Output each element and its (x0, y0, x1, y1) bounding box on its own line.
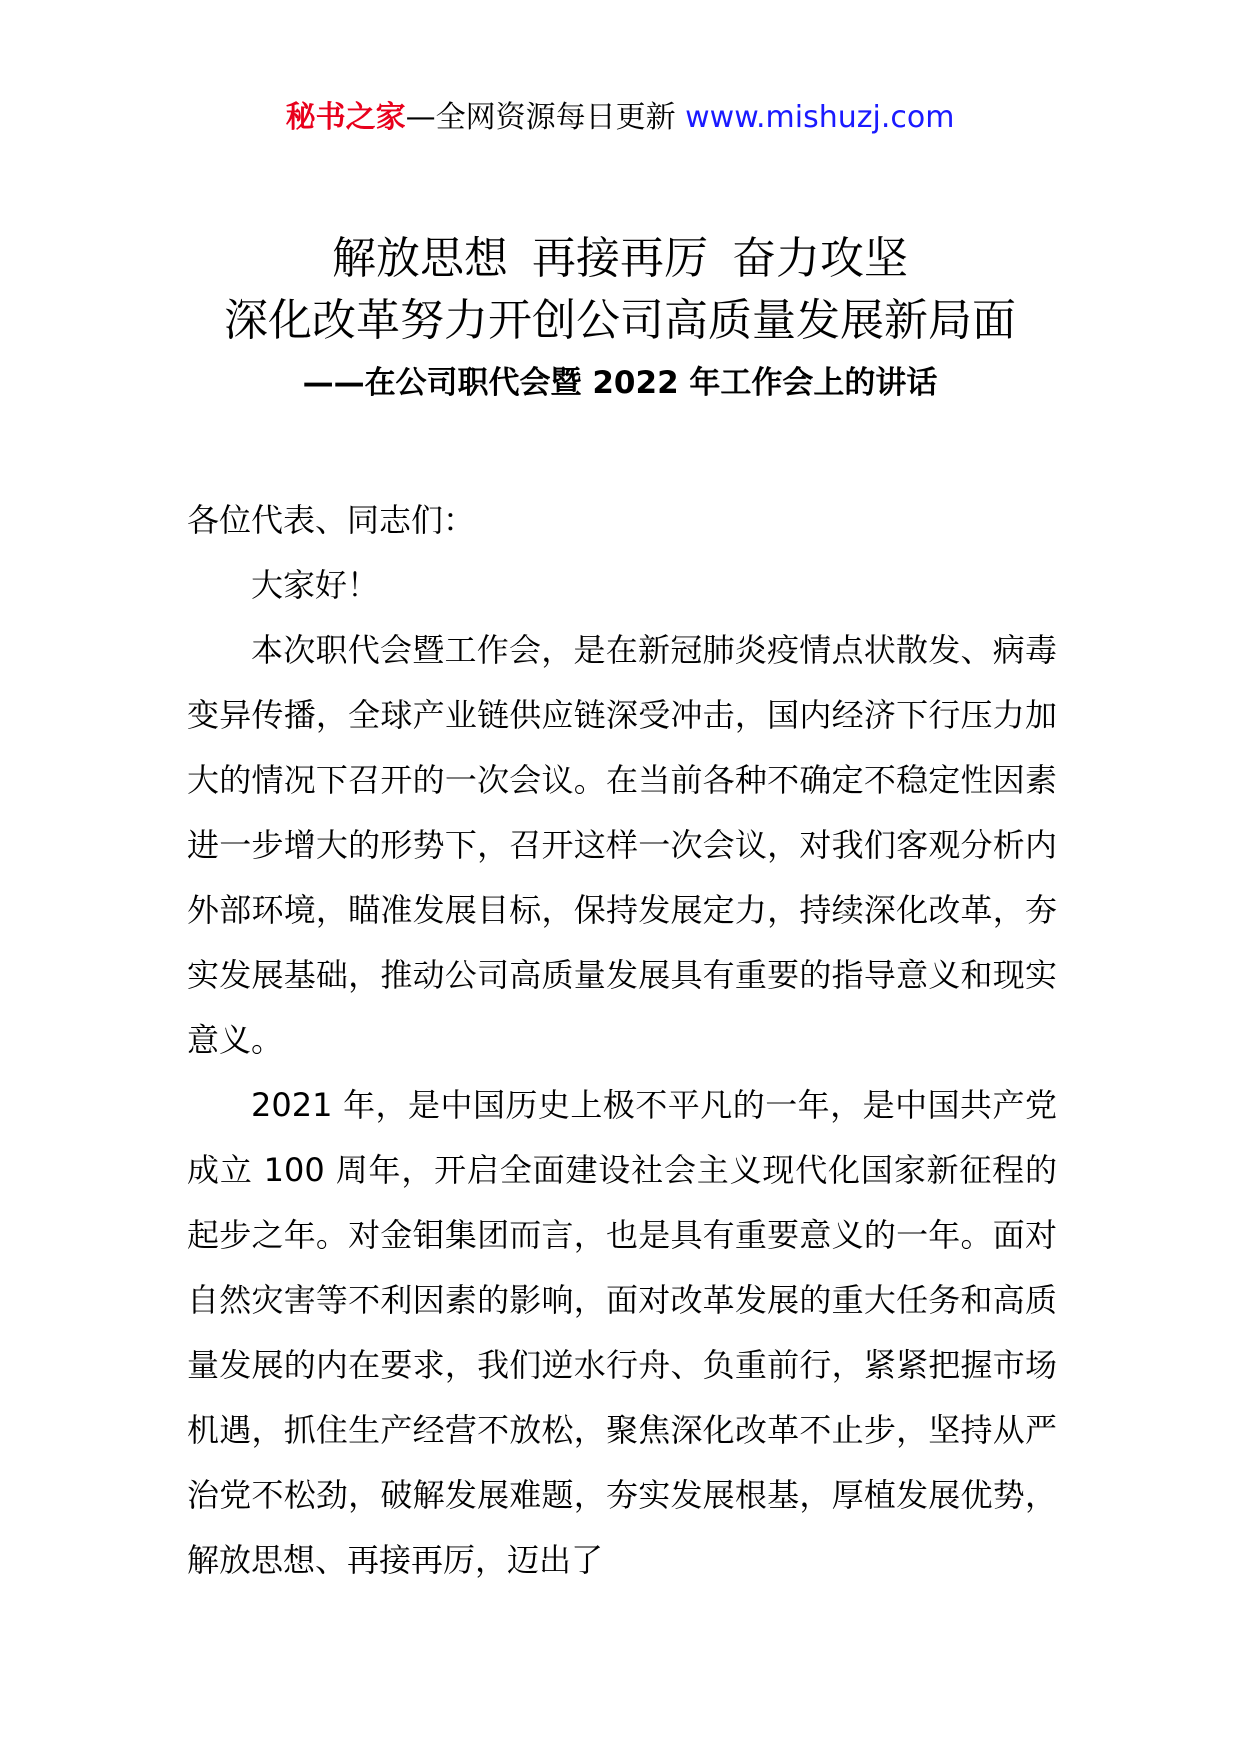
body-paragraph-2: 2021 年，是中国历史上极不平凡的一年，是中国共产党成立 100 周年，开启全面建设社会主义现代化国家新征程的起步之年。对金钼集团而言，也是具有重要意义的一年。面对自然灾害等不利因素的影响，面对改革发展的重大任务和高质量发展的内在要求，我们逆水行舟、负重前行，紧紧把握市场机遇，抓住生产经营不放松，聚焦深化改革不止步，坚持从严治党不松劲，破解发展难题，夯实发展根基，厚植发展优势，解放思想、再接再厉，迈出了 (187, 1086, 1057, 1579)
salutation: 各位代表、同志们： (187, 501, 476, 539)
site-header (0, 98, 1240, 138)
document-subtitle: ——在公司职代会暨 2022 年工作会上的讲话 (302, 365, 938, 401)
greeting: 大家好！ (251, 566, 380, 604)
document-title-line-1: 解放思想 再接再厉 奋力攻坚 (332, 233, 908, 284)
site-url-link[interactable]: www.mishuzj.com (685, 100, 955, 135)
body-paragraph-1: 本次职代会暨工作会，是在新冠肺炎疫情点状散发、病毒变异传播，全球产业链供应链深受冲击，国内经济下行压力加大的情况下召开的一次会议。在当前各种不确定不稳定性因素进一步增大的形势下，召开这样一次会议，对我们客观分析内外部环境，瞄准发展目标，保持发展定力，持续深化改革，夯实发展基础，推动公司高质量发展具有重要的指导意义和现实意义。 (187, 631, 1057, 1059)
brand-name: 秘书之家 (285, 100, 406, 135)
document-title-block (0, 228, 1240, 412)
site-tagline: —全网资源每日更新 (405, 100, 676, 135)
document-body (187, 488, 1057, 1593)
document-title-line-2: 深化改革努力开创公司高质量发展新局面 (224, 295, 1016, 346)
